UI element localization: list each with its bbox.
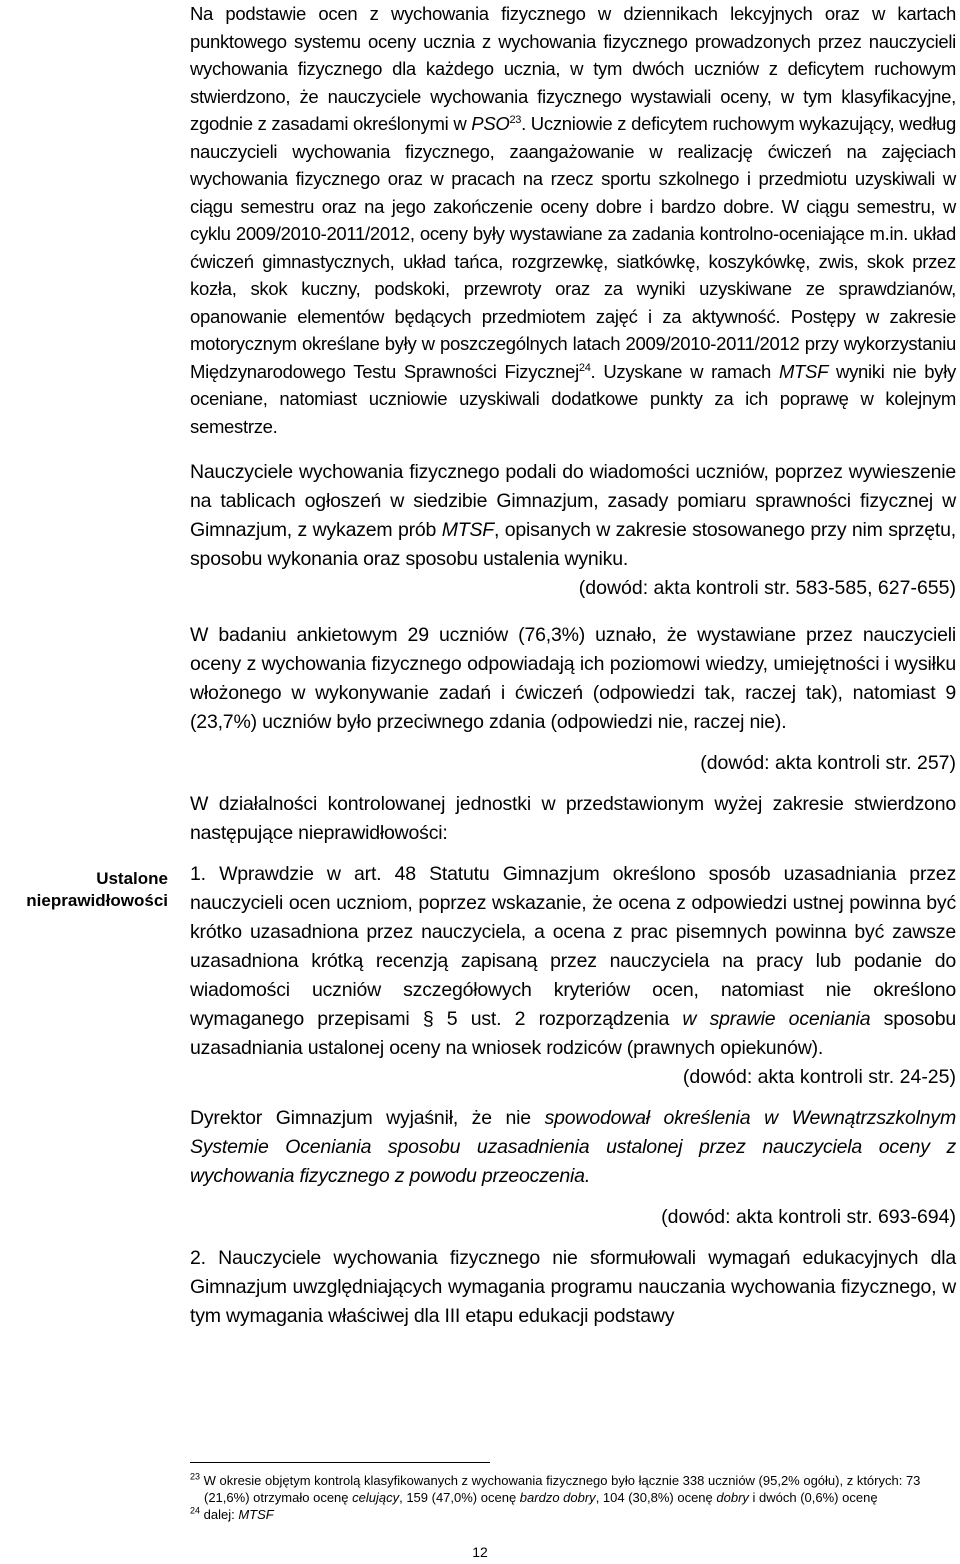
side-label-line2: nieprawidłowości — [26, 891, 168, 910]
evidence-reference: (dowód: akta kontroli str. 693-694) — [661, 1206, 956, 1228]
evidence-reference: (dowód: akta kontroli str. 257) — [700, 752, 956, 774]
footnote-24: $^{24}$ dalej: MTSF — [190, 1505, 274, 1522]
irregularity-item-1: 1. Wprawdzie w art. 48 Statutu Gimnazjum określono sposób uzasadniania przez nauczycieli ocen uczniom, poprzez wskazanie, że ocena z odpowiedzi ustnej powinna być krótko uzasadniona przez nauczyciela, a ocena z prac pisemnych powinna być zawsze uzasadniona krótką recenzją zapisaną przez nauczyciela na pracy lub podanie do wiadomości uczniów szczegółowych kryteriów ocen, natomiast nie określono wymaganego przepisami § 5 ust. 2 rozporządzenia w sprawie oceniania sposobu uzasadniania ustalonej oceny na wniosek rodziców (prawnych opiekunów). — [190, 863, 956, 1059]
evidence-reference: (dowód: akta kontroli str. 24-25) — [682, 1066, 956, 1088]
paragraph-irregularities-intro: W działalności kontrolowanej jednostki w przedstawionym wyżej zakresie stwierdzono następujące nieprawidłowości: — [190, 793, 956, 844]
main-content — [190, 0, 956, 1331]
footnote-ref-24: 24 — [578, 361, 591, 374]
paragraph-assessment-rules: Na podstawie ocen z wychowania fizycznego w dziennikach lekcyjnych oraz w kartach punktowego systemu oceny ucznia z wychowania fizycznego prowadzonych przez nauczycieli wychowania fizycznego dla każdego ucznia, w tym dwóch uczniów z deficytem ruchowym stwierdzono, że nauczyciele wychowania fizycznego wystawiali oceny, w tym klasyfikacyjne, zgodnie z zasadami określonymi w PSO$^{23}$. Uczniowie z deficytem ruchowym wykazujący, według nauczycieli wychowania fizycznego, zaangażowanie w realizację ćwiczeń na zajęciach wychowania fizycznego oraz w pracach na rzecz sportu szkolnego i przedmiotu uzyskiwali w ciągu semestru oraz na jego zakończenie oceny dobre i bardzo dobre. W ciągu semestru, w cyklu 2009/2010-2011/2012, oceny były wystawiane za zadania kontrolno-oceniające m.in. układ ćwiczeń gimnastycznych, układ tańca, rozgrzewkę, siatkówkę, koszykówkę, zwis, skok przez kozła, skok kuczny, podskoki, przewroty oraz za wyniki uzyskiwane ze sprawdzianów, opanowanie elementów będących przedmiotem zajęć i za aktywność. Postępy w zakresie motorycznym określane były w poszczególnych latach 2009/2010-2011/2012 przy wykorzystaniu Międzynarodowego Testu Sprawności Fizycznej$^{24}$. Uzyskane w ramach MTSF wyniki nie były oceniane, natomiast uczniowie uzyskiwali dodatkowe punkty za ich poprawę w kolejnym semestrze. — [190, 3, 956, 437]
evidence-reference: (dowód: akta kontroli str. 583-585, 627-655) — [578, 577, 956, 599]
footnote-separator — [190, 1462, 490, 1463]
footnotes — [190, 1472, 956, 1523]
director-explanation: Dyrektor Gimnazjum wyjaśnił, że nie spowodował określenia w Wewnątrzszkolnym Systemie Oceniania sposobu uzasadnienia ustalonej przez nauczyciela oceny z wychowania fizycznego z powodu przeoczenia. — [190, 1107, 956, 1187]
paragraph-survey: W badaniu ankietowym 29 uczniów (76,3%) uznało, że wystawiane przez nauczycieli oceny z wychowania fizycznego odpowiadają ich poziomowi wiedzy, umiejętności i wysiłku włożonego w wykonywanie zadań i ćwiczeń (odpowiedzi tak, raczej tak), natomiast 9 (23,7%) uczniów było przeciwnego zdania (odpowiedzi nie, raczej nie). — [190, 624, 956, 733]
side-label — [0, 868, 168, 912]
side-label-line1: Ustalone — [96, 869, 168, 888]
page-number: 12 — [472, 1544, 488, 1560]
footnote-23: $^{23}$ W okresie objętym kontrolą klasyfikowanych z wychowania fizycznego było łącznie 338 uczniów (95,2% ogółu), z których: 73 (21,6%) otrzymało ocenę celujący, 159 (47,0%) ocenę bardzo dobry, 104 (30,8%) ocenę dobry i dwóch (0,6%) ocenę — [190, 1471, 921, 1505]
paragraph-fitness-rules: Nauczyciele wychowania fizycznego podali do wiadomości uczniów, poprzez wywieszenie na tablicach ogłoszeń w siedzibie Gimnazjum, zasady pomiaru sprawności fizycznej w Gimnazjum, z wykazem prób MTSF, opisanych w zakresie stosowanego przy nim sprzętu, sposobu wykonania oraz sposobu ustalenia wyniku. — [190, 461, 956, 570]
footnote-ref-23: 23 — [509, 113, 522, 126]
irregularity-item-2: 2. Nauczyciele wychowania fizycznego nie sformułowali wymagań edukacyjnych dla Gimnazjum uwzględniających wymagania programu nauczania wychowania fizycznego, w tym wymagania właściwej dla III etapu edukacji podstawy — [190, 1247, 956, 1327]
